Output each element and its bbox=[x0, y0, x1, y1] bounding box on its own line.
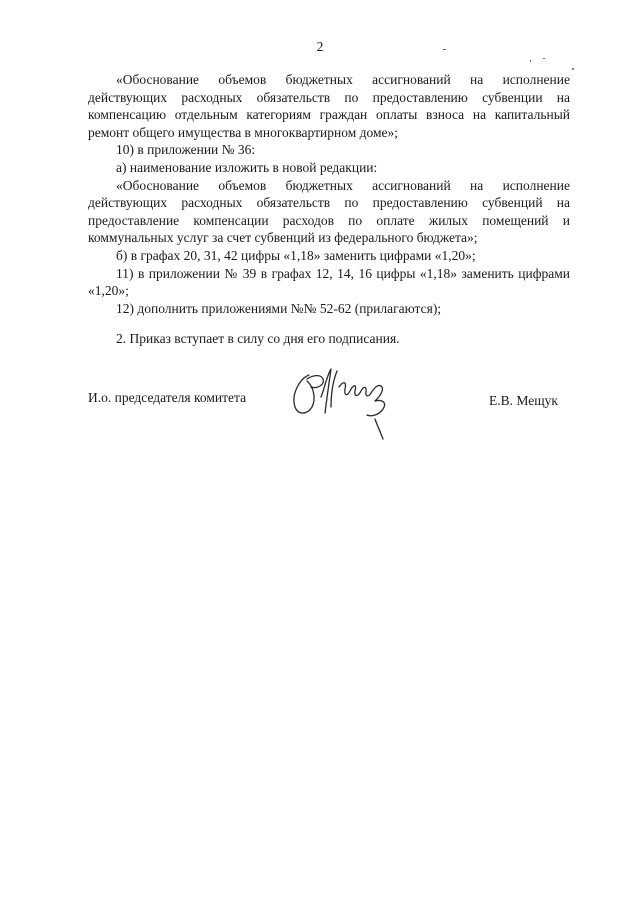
paragraph-new-title: «Обоснование объемов бюджетных ассигнований на исполнение действующих расходных обязательств по предоставлению субвенций на предоставление компенсации расходов по оплате жилых помещений и коммунальных услуг за счет субвенций из федерального бюджета»; bbox=[88, 177, 570, 246]
paragraph-item-10: 10) в приложении № 36: bbox=[116, 142, 256, 158]
paragraph-subitem-a: а) наименование изложить в новой редакции: bbox=[116, 159, 378, 175]
page-number: 2 bbox=[316, 39, 324, 54]
paragraph-justification-title: «Обоснование объемов бюджетных ассигнований на исполнение действующих расходных обязательств по предоставлению субвенции на компенсацию отдельным категориям граждан оплаты взноса на капитальный ремонт общего имущества в многоквартирном доме»; bbox=[88, 72, 570, 140]
order-item-2: 2. Приказ вступает в силу со дня его подписания. bbox=[116, 331, 400, 346]
scan-speck bbox=[572, 68, 574, 70]
scan-speck bbox=[530, 60, 531, 62]
scan-speck bbox=[443, 49, 446, 50]
paragraph-item-11: 11) в приложении № 39 в графах 12, 14, 16 цифры «1,18» заменить цифрами «1,20»; bbox=[88, 265, 570, 299]
paragraph-subitem-b: б) в графах 20, 31, 42 цифры «1,18» заменить цифрами «1,20»; bbox=[116, 247, 476, 263]
scan-speck bbox=[543, 58, 545, 59]
signatory-title: И.о. председателя комитета bbox=[88, 390, 247, 405]
document-body bbox=[88, 71, 570, 317]
signatory-name: Е.В. Мещук bbox=[489, 393, 558, 408]
handwritten-signature bbox=[287, 357, 397, 449]
paragraph-item-12: 12) дополнить приложениями №№ 52-62 (прилагаются); bbox=[116, 300, 442, 316]
